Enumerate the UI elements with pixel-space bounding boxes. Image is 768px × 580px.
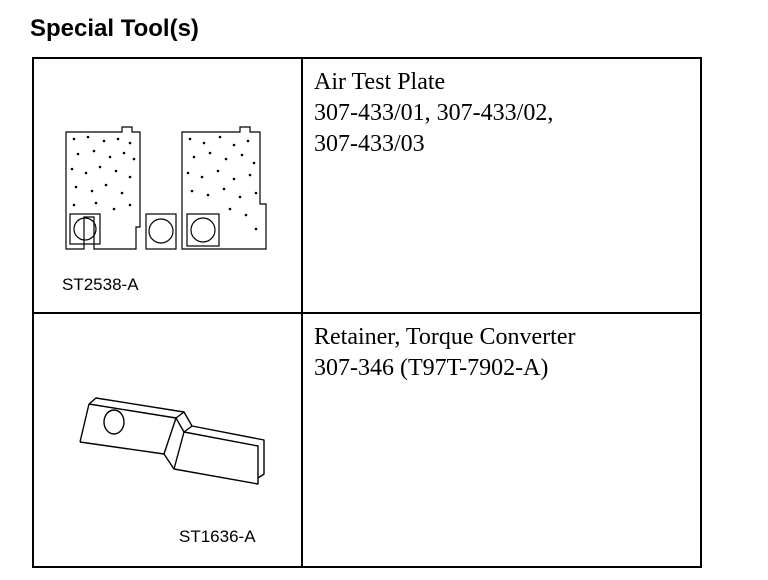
- tool-illustration-cell: [33, 313, 302, 567]
- tool-row: [33, 58, 701, 313]
- tool-name: Air Test Plate: [314, 69, 446, 95]
- page-heading: Special Tool(s): [30, 15, 199, 42]
- tool-illustration-cell: [33, 58, 302, 313]
- tool-part-number: 307-433/03: [314, 131, 425, 157]
- tool-part-number: 307-433/01, 307-433/02,: [314, 100, 554, 126]
- torque-converter-retainer-illustration: [34, 314, 301, 568]
- tool-caption: ST2538-A: [62, 275, 139, 294]
- tool-description-cell: [302, 58, 701, 313]
- tool-name: Retainer, Torque Converter: [314, 324, 576, 350]
- tool-row: [33, 313, 701, 567]
- special-tools-table: [32, 57, 702, 568]
- tool-caption: ST1636-A: [179, 527, 256, 546]
- tool-description-cell: [302, 313, 701, 567]
- tool-part-number: 307-346 (T97T-7902-A): [314, 355, 549, 381]
